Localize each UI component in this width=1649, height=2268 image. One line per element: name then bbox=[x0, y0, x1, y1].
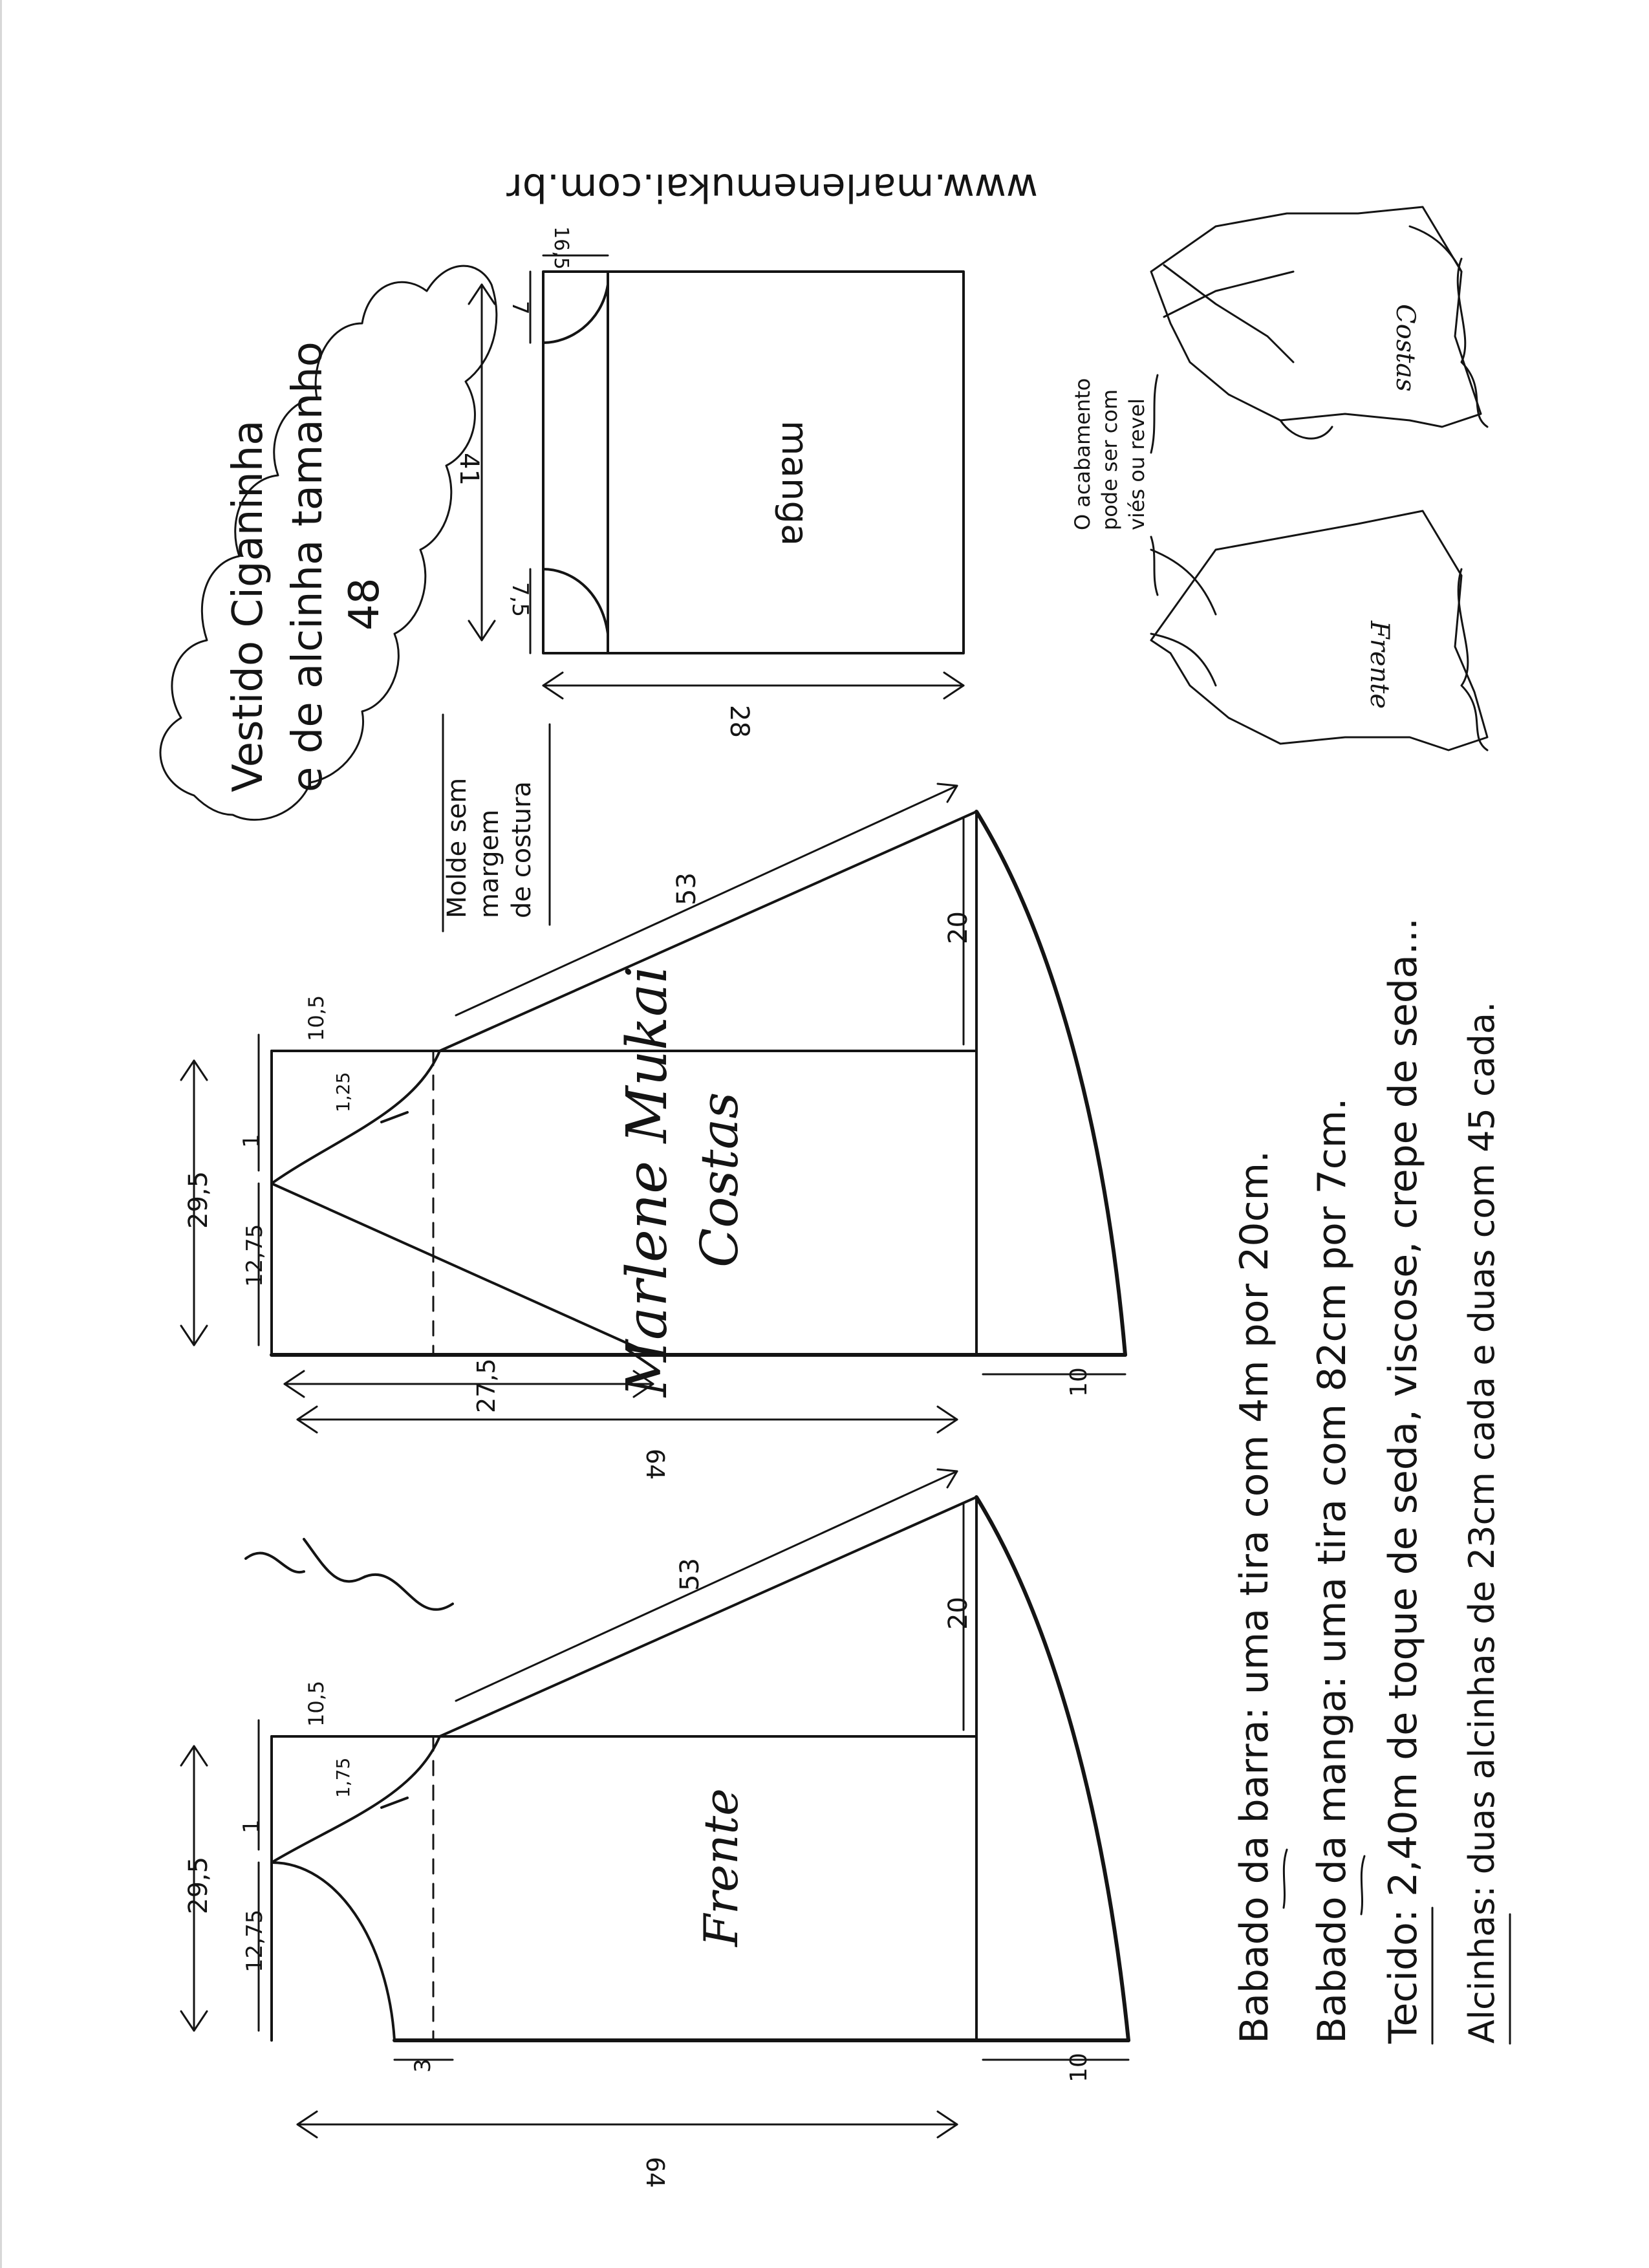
sleeve-dim-top-curve: 7 bbox=[507, 301, 533, 315]
seam-note-line-3: de costura bbox=[507, 781, 537, 918]
back-dim-slant: 53 bbox=[672, 872, 702, 905]
front-dim-total-length: 64 bbox=[641, 2157, 669, 2188]
instruction-line-4: Alcinhas: duas alcinhas de 23cm cada e duas com 45 cada. bbox=[1461, 1001, 1502, 2044]
title-cloud bbox=[160, 266, 497, 820]
seam-note-line-2: margem bbox=[475, 809, 504, 918]
back-dim-width-top: 29,5 bbox=[184, 1171, 213, 1229]
title-line-2: e de alcinha tamanho bbox=[284, 341, 332, 792]
back-dim-curve: 1,25 bbox=[332, 1072, 354, 1112]
sketch-back-label: Costas bbox=[1390, 304, 1420, 392]
instruction-line-1: Babado da barra: uma tira com 4m por 20cm. bbox=[1232, 1150, 1277, 2044]
front-dim-hem-rise: 20 bbox=[943, 1597, 973, 1630]
website-text: www.marlenemukai.com.br bbox=[506, 165, 1038, 210]
instruction-line-2: Babado da manga: uma tira com 82cm por 7cm. bbox=[1310, 1097, 1355, 2044]
sleeve-dim-side: 16,5 bbox=[550, 226, 572, 270]
sleeve-dim-height: 41 bbox=[454, 453, 484, 486]
instruction-line-3: Tecido: 2,40m de toque de seda, viscose, crepe de seda... bbox=[1381, 918, 1426, 2044]
finish-note-line-1: O acabamento bbox=[1070, 378, 1095, 530]
front-dim-shift: 3 bbox=[410, 2058, 436, 2073]
seam-note bbox=[442, 715, 550, 931]
front-dim-width-top: 29,5 bbox=[184, 1856, 213, 1914]
dress-sketch-back bbox=[1151, 207, 1487, 438]
instructions bbox=[1232, 918, 1510, 2044]
front-label: Frente bbox=[694, 1788, 748, 1947]
signature bbox=[246, 966, 680, 1610]
front-dim-neck-depth: 12,75 bbox=[242, 1909, 268, 1972]
finish-note-line-2: pode ser com bbox=[1097, 389, 1122, 530]
seam-note-line-1: Molde sem bbox=[442, 777, 472, 918]
title-line-1: Vestido Ciganinha bbox=[224, 420, 272, 792]
finish-note bbox=[1070, 375, 1158, 595]
signature-text: Marlene Mukai bbox=[615, 966, 680, 1397]
back-dim-hem-rise: 20 bbox=[943, 911, 973, 944]
front-piece bbox=[181, 1469, 1128, 2188]
finish-note-line-3: viés ou revel bbox=[1125, 398, 1149, 530]
back-dim-armhole: 10,5 bbox=[304, 995, 329, 1041]
sleeve-dim-bottom-curve: 7,5 bbox=[507, 582, 533, 618]
back-label: Costas bbox=[689, 1092, 749, 1268]
front-dim-curve: 1,75 bbox=[332, 1757, 354, 1798]
front-dim-bottom: 10 bbox=[1066, 2053, 1092, 2082]
dress-sketch-front bbox=[1151, 511, 1487, 750]
front-dim-slant: 53 bbox=[675, 1558, 705, 1591]
front-dim-one: 1 bbox=[239, 1819, 264, 1833]
back-dim-total-length: 64 bbox=[641, 1449, 669, 1480]
back-dim-neck-depth: 12,75 bbox=[242, 1224, 268, 1287]
back-dim-bottom: 10 bbox=[1066, 1367, 1092, 1397]
back-dim-one: 1 bbox=[239, 1134, 264, 1148]
sketch-front-label: Frente bbox=[1364, 621, 1394, 709]
back-dim-inner-length: 27,5 bbox=[472, 1358, 501, 1413]
sleeve-dim-width: 28 bbox=[724, 705, 754, 738]
title-size: 48 bbox=[341, 578, 389, 631]
sleeve-pattern bbox=[454, 226, 964, 738]
sleeve-label: manga bbox=[773, 420, 815, 546]
front-dim-armhole: 10,5 bbox=[304, 1680, 329, 1727]
